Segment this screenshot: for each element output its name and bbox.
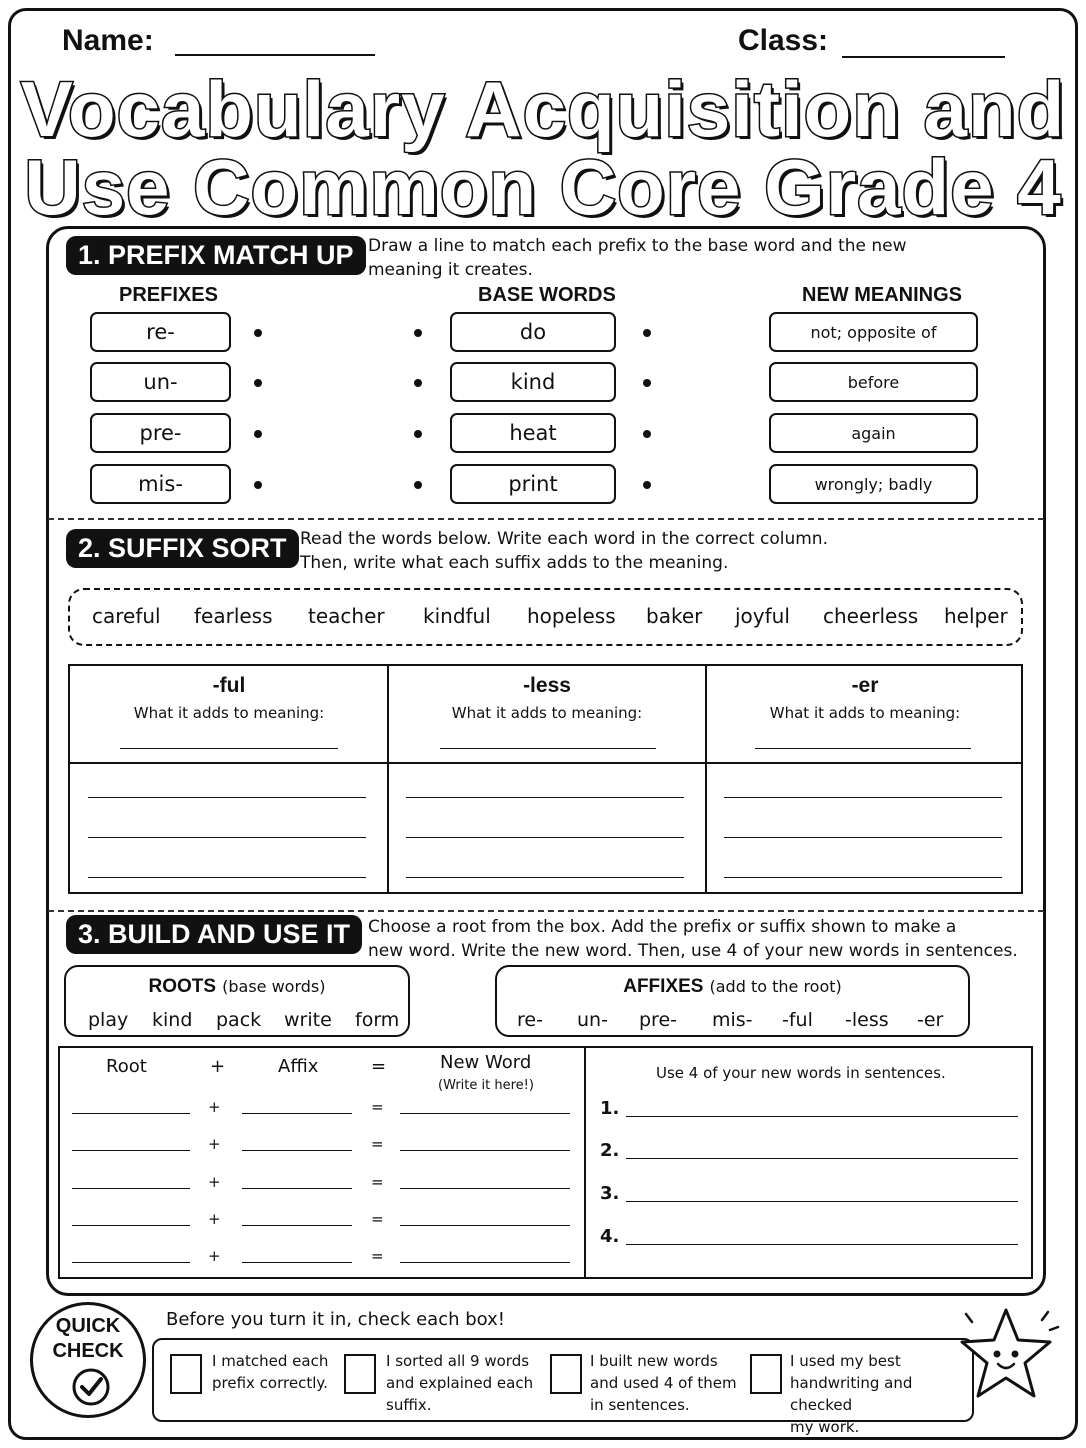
prefix-box: re-	[90, 312, 231, 352]
word-answer-line[interactable]	[406, 797, 684, 798]
quick-check-badge	[30, 1302, 146, 1418]
checklist-item: I sorted all 9 words and explained each suffix.	[386, 1352, 534, 1414]
match-dot[interactable]	[643, 379, 651, 387]
new-word-answer-line[interactable]	[400, 1150, 570, 1151]
root-answer-line[interactable]	[72, 1225, 190, 1226]
affix-option: mis-	[712, 1009, 753, 1031]
sentence-number: 1.	[600, 1098, 620, 1119]
build-word-table	[58, 1046, 1033, 1279]
section-3-instructions-2: new word. Write the new word. Then, use 4 of your new words in sentences.	[368, 941, 1018, 961]
new-word-answer-line[interactable]	[400, 1188, 570, 1189]
suffix-column-heading: -ful	[212, 674, 246, 697]
match-dot[interactable]	[254, 430, 262, 438]
quick-check-label-1: QUICK	[55, 1315, 121, 1337]
prefix-box: un-	[90, 362, 231, 402]
sentence-answer-line[interactable]	[626, 1244, 1018, 1245]
affix-option: pre-	[639, 1009, 677, 1031]
root-answer-line[interactable]	[72, 1262, 190, 1263]
prefixes-heading: PREFIXES	[119, 284, 218, 306]
word-bank-item: baker	[646, 604, 703, 628]
base-word-box: kind	[450, 362, 616, 402]
base-word-box: print	[450, 464, 616, 504]
root-option: write	[284, 1009, 332, 1031]
root-option: play	[88, 1009, 129, 1031]
sentence-number: 4.	[600, 1226, 620, 1247]
sentence-answer-line[interactable]	[626, 1201, 1018, 1202]
equals-heading: =	[371, 1056, 387, 1077]
equals-sign: =	[371, 1210, 384, 1228]
affix-option: -er	[917, 1009, 944, 1031]
section-3-instructions-1: Choose a root from the box. Add the prefix or suffix shown to make a	[368, 917, 957, 937]
new-word-answer-line[interactable]	[400, 1262, 570, 1263]
meaning-answer-line[interactable]	[440, 748, 656, 749]
affixes-box	[495, 965, 970, 1037]
root-answer-line[interactable]	[72, 1113, 190, 1114]
word-bank-item: teacher	[308, 604, 385, 628]
affix-column-heading: Affix	[278, 1056, 319, 1077]
word-answer-line[interactable]	[406, 877, 684, 878]
word-bank	[68, 588, 1023, 646]
meaning-prompt: What it adds to meaning:	[133, 704, 325, 722]
section-1-instructions-2: meaning it creates.	[368, 260, 533, 280]
meaning-box: not; opposite of	[769, 312, 978, 352]
affix-answer-line[interactable]	[242, 1150, 352, 1151]
word-bank-item: helper	[944, 604, 1008, 628]
root-option: pack	[216, 1009, 262, 1031]
root-column-heading: Root	[106, 1056, 147, 1077]
word-bank-item: careful	[92, 604, 161, 628]
new-word-answer-line[interactable]	[400, 1225, 570, 1226]
affix-answer-line[interactable]	[242, 1113, 352, 1114]
roots-box	[64, 965, 410, 1037]
plus-sign: +	[208, 1210, 221, 1228]
sentence-answer-line[interactable]	[626, 1158, 1018, 1159]
row-divider	[70, 762, 1021, 764]
match-dot[interactable]	[414, 481, 422, 489]
affix-option: -less	[845, 1009, 889, 1031]
equals-sign: =	[371, 1173, 384, 1191]
word-bank-item: joyful	[735, 604, 790, 628]
affix-option: -ful	[782, 1009, 813, 1031]
base-word-box: heat	[450, 413, 616, 453]
meaning-box: wrongly; badly	[769, 464, 978, 504]
checklist-checkbox[interactable]	[550, 1354, 582, 1394]
checklist-checkbox[interactable]	[170, 1354, 202, 1394]
match-dot[interactable]	[643, 481, 651, 489]
roots-title: ROOTS (base words)	[148, 976, 326, 997]
plus-sign: +	[208, 1173, 221, 1191]
affix-answer-line[interactable]	[242, 1188, 352, 1189]
column-divider	[584, 1048, 586, 1277]
affixes-title: AFFIXES (add to the root)	[623, 976, 842, 997]
checkmark-icon	[71, 1367, 111, 1407]
new-word-column-heading: New Word	[440, 1052, 532, 1073]
root-answer-line[interactable]	[72, 1188, 190, 1189]
root-answer-line[interactable]	[72, 1150, 190, 1151]
sentence-answer-line[interactable]	[626, 1116, 1018, 1117]
word-answer-line[interactable]	[724, 797, 1002, 798]
quick-check-label-2: CHECK	[52, 1340, 124, 1362]
checklist-item: I matched each prefix correctly.	[212, 1352, 329, 1392]
word-answer-line[interactable]	[724, 837, 1002, 838]
plus-sign: +	[208, 1098, 221, 1116]
affix-option: re-	[517, 1009, 543, 1031]
root-option: kind	[152, 1009, 193, 1031]
affix-option: un-	[577, 1009, 608, 1031]
word-answer-line[interactable]	[88, 797, 366, 798]
section-divider	[48, 518, 1044, 520]
class-field[interactable]	[842, 56, 1005, 58]
match-dot[interactable]	[643, 329, 651, 337]
section-2-instructions-2: Then, write what each suffix adds to the meaning.	[300, 553, 729, 573]
meaning-prompt: What it adds to meaning:	[451, 704, 643, 722]
section-2-badge: 2. SUFFIX SORT	[66, 529, 299, 568]
new-word-subheading: (Write it here!)	[438, 1078, 534, 1093]
base-words-heading: BASE WORDS	[478, 284, 616, 306]
checklist-checkbox[interactable]	[750, 1354, 782, 1394]
word-bank-item: kindful	[423, 604, 491, 628]
name-label: Name:	[62, 24, 154, 57]
section-1-instructions-1: Draw a line to match each prefix to the base word and the new	[368, 236, 907, 256]
word-answer-line[interactable]	[724, 877, 1002, 878]
match-dot[interactable]	[254, 481, 262, 489]
affix-answer-line[interactable]	[242, 1225, 352, 1226]
section-1-badge: 1. PREFIX MATCH UP	[66, 236, 366, 275]
prefix-box: pre-	[90, 413, 231, 453]
match-dot[interactable]	[414, 430, 422, 438]
word-bank-item: cheerless	[823, 604, 919, 628]
meaning-answer-line[interactable]	[755, 748, 971, 749]
word-answer-line[interactable]	[88, 837, 366, 838]
plus-sign: +	[208, 1247, 221, 1265]
name-field[interactable]	[175, 54, 375, 56]
equals-sign: =	[371, 1098, 384, 1116]
checklist-item: I built new words and used 4 of them in sentences.	[590, 1352, 737, 1414]
column-divider	[705, 666, 707, 892]
match-dot[interactable]	[254, 379, 262, 387]
checklist-item: I used my best handwriting and checked my work.	[790, 1352, 913, 1436]
word-bank-item: fearless	[194, 604, 273, 628]
word-bank-item: hopeless	[527, 604, 616, 628]
plus-sign: +	[208, 1135, 221, 1153]
meaning-box: before	[769, 362, 978, 402]
section-3-badge: 3. BUILD AND USE IT	[66, 915, 362, 954]
meaning-box: again	[769, 413, 978, 453]
prefix-box: mis-	[90, 464, 231, 504]
sentence-prompt: Use 4 of your new words in sentences.	[656, 1064, 946, 1082]
page-title-line-1: Vocabulary Acquisition and	[20, 65, 1066, 153]
base-word-box: do	[450, 312, 616, 352]
match-dot[interactable]	[414, 379, 422, 387]
root-option: form	[355, 1009, 400, 1031]
affix-answer-line[interactable]	[242, 1262, 352, 1263]
sentence-number: 2.	[600, 1140, 620, 1161]
word-answer-line[interactable]	[406, 837, 684, 838]
equals-sign: =	[371, 1135, 384, 1153]
section-2-instructions-1: Read the words below. Write each word in the correct column.	[300, 529, 828, 549]
quick-check-list	[152, 1338, 974, 1436]
suffix-sort-table	[68, 664, 1023, 894]
match-dot[interactable]	[414, 329, 422, 337]
column-divider	[387, 666, 389, 892]
new-meanings-heading: NEW MEANINGS	[802, 284, 962, 306]
class-label: Class:	[738, 24, 829, 57]
quick-check-instruction: Before you turn it in, check each box!	[166, 1309, 505, 1330]
suffix-column-heading: -er	[851, 674, 879, 697]
word-answer-line[interactable]	[88, 877, 366, 878]
meaning-prompt: What it adds to meaning:	[769, 704, 961, 722]
smiling-star-icon	[950, 1300, 1062, 1412]
equals-sign: =	[371, 1247, 384, 1265]
checklist-checkbox[interactable]	[344, 1354, 376, 1394]
match-dot[interactable]	[643, 430, 651, 438]
match-dot[interactable]	[254, 329, 262, 337]
meaning-answer-line[interactable]	[120, 748, 338, 749]
suffix-column-heading: -less	[523, 674, 571, 697]
new-word-answer-line[interactable]	[400, 1113, 570, 1114]
plus-heading: +	[210, 1056, 226, 1077]
sentence-number: 3.	[600, 1183, 620, 1204]
section-divider	[48, 910, 1044, 912]
page-title-line-2: Use Common Core Grade 4	[24, 143, 1062, 231]
